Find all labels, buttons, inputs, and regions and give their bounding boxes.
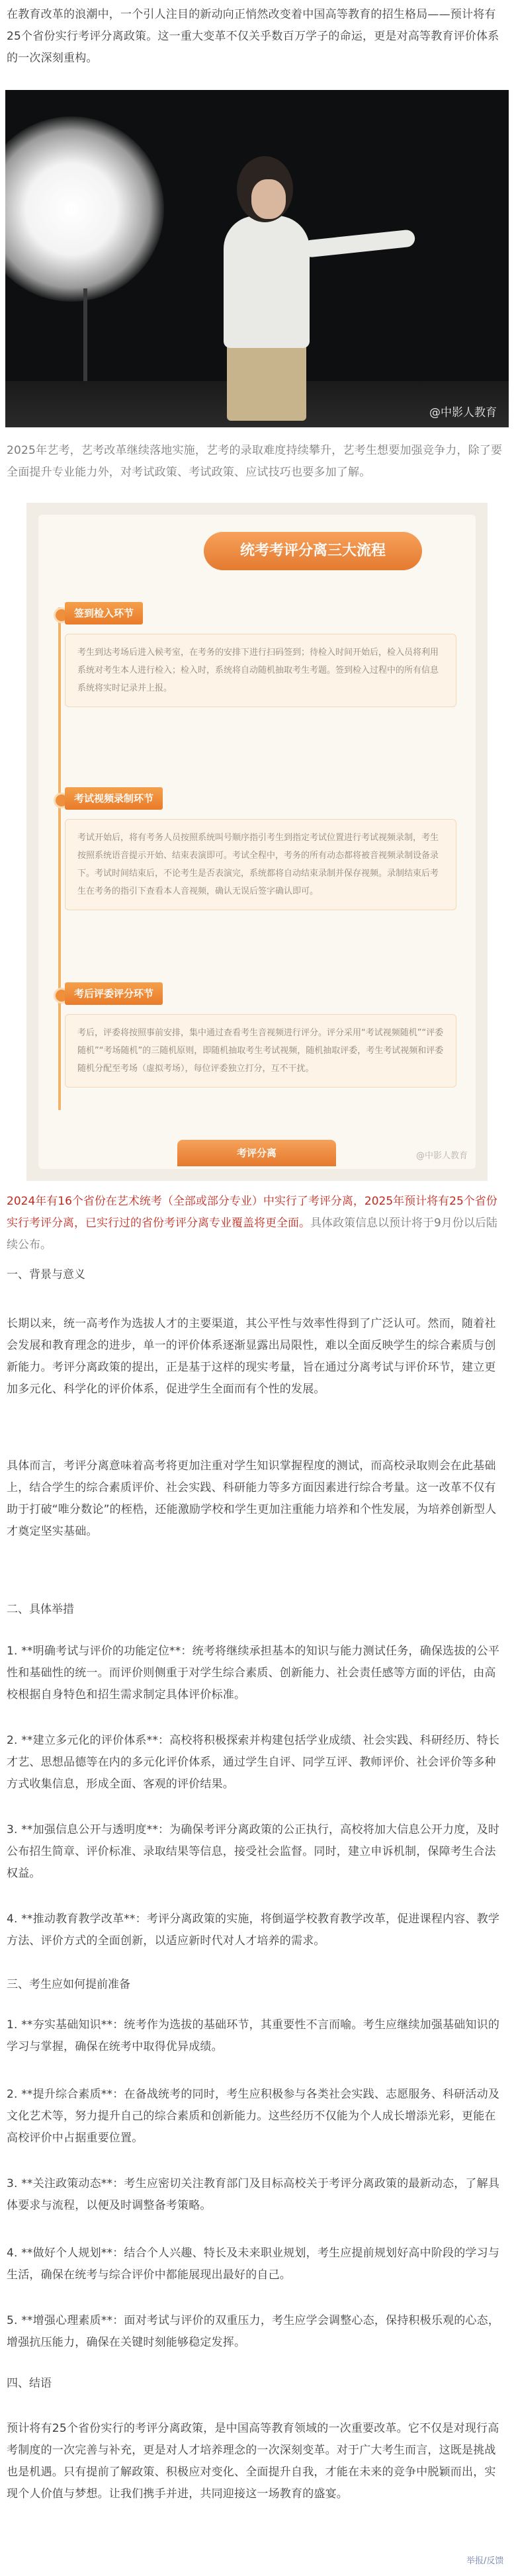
softbox-light (5, 116, 164, 302)
report-feedback-link[interactable]: 举报/反馈 (466, 2556, 504, 2566)
section-text: 考后，评委将按照事前安排，集中通过查看考生音视频进行评分。评分采用“考试视频随机”“评委随机”“考场随机”的三随机原则，即随机抽取考生考试视频，随机抽取评委，考生考试视频和评委随机分配至考场（虚拟考场），每位评委独立打分，互不干扰。 (77, 1028, 444, 1074)
background-paragraph-1: 长期以来，统一高考作为选拔人才的主要渠道，其公平性与效率性得到了广泛认可。然而，随着社会发展和教育理念的进步，单一的评价体系逐渐显露出局限性，难以全面反映学生的综合素质与创新能力。考评分离政策的提出，正是基于这样的现实考量，旨在通过分离考试与评价环节，建立更加多元化、科学化的评价体系，促进学生全面而有个性的发展。 (7, 1317, 496, 1396)
infographic-inner (38, 515, 476, 1169)
prepare-item: 1. **夯实基础知识**：统考作为选拔的基础环节，其重要性不言而喻。考生应继续加强基础知识的学习与掌握，确保在统考中取得优异成绩。 (7, 2018, 500, 2053)
measure-item: 4. **推动教育教学改革**：考评分离政策的实施，将倒逼学校教育教学改革，促进课程内容、教学方法、评价方式的全面创新，以适应新时代对人才培养的需求。 (7, 1912, 500, 1948)
infographic-footer-tab: 考评分离 (177, 1140, 336, 1166)
background-paragraph-2: 具体而言，考评分离意味着高考将更加注重对学生知识掌握程度的测试，而高校录取则会在此基础上，结合学生的综合素质评价、社会实践、科研能力等多方面因素进行综合考量。这一改革不仅有助于打破“唯分数论”的桎梏，还能激励学校和学生更加注重能力培养和个性发展，为培养创新型人才奠定坚实基础。 (7, 1459, 497, 1538)
conclusion-paragraph: 预计将有25个省份实行的考评分离政策，是中国高等教育领域的一次重要改革。它不仅是对现行高考制度的一次完善与补充，更是对人才培养理念的一次深刻变革。对于广大考生而言，这既是挑战也是机遇。只有提前了解政策、积极应对变化、全面提升自我，才能在未来的竞争中脱颖而出，实现个人价值与梦想。让我们携手并进，共同迎接这一场教育的盛宴。 (7, 2422, 499, 2501)
photo-watermark: @中影人教育 (429, 406, 497, 419)
process-infographic (26, 503, 488, 1181)
person-body (224, 216, 310, 348)
summary-note: 具体政策信息以预计将于9月份以后陆续公布。 (7, 1217, 497, 1252)
section-box (65, 819, 456, 910)
section-heading-measures: 二、具体举措 (7, 1603, 74, 1616)
section-heading-conclusion: 四、结语 (7, 2377, 52, 2390)
section-box (65, 1014, 456, 1088)
prepare-item: 5. **增强心理素质**：面对考试与评价的双重压力，考生应学会调整心态，保持积极乐观的心态，增强抗压能力，确保在关键时刻能够稳定发挥。 (7, 2314, 500, 2349)
measure-item: 3. **加强信息公开与透明度**：为确保考评分离政策的公正执行，高校将加大信息公开力度，及时公布招生简章、评价标准、录取结果等信息，接受社会监督。同时，建立申诉机制，保障考生合法权益。 (7, 1823, 500, 1880)
infographic-watermark: @中影人教育 (415, 1151, 468, 1161)
section-box (65, 634, 456, 707)
measure-item: 1. **明确考试与评价的功能定位**：统考将继续承担基本的知识与能力测试任务，确保选拔的公平性和基础性的统一。而评价则侧重于对学生综合素质、创新能力、社会责任感等方面的评估，由高校根据自身特色和招生需求制定具体评价标准。 (7, 1645, 500, 1701)
section-heading-prepare: 三、考生应如何提前准备 (7, 1978, 130, 1991)
timeline-line (58, 607, 61, 1110)
prepare-item: 3. **关注政策动态**：考生应密切关注教育部门及目标高校关于考评分离政策的最新动态，了解具体要求与流程，以便及时调整备考策略。 (7, 2177, 500, 2212)
art-exam-paragraph: 2025年艺考，艺考改革继续落地实施，艺考的录取难度持续攀升，艺考生想要加强竞争力，除了要全面提升专业能力外，对考试政策、考试政策、应试技巧也要多加了解。 (7, 444, 503, 479)
person-arm (302, 229, 416, 258)
section-text: 考试开始后，将有考务人员按照系统叫号顺序指引考生到指定考试位置进行考试视频录制，考生按照系统语音提示开始、结束表演即可。考试全程中，考务的所有动态都将被音视频录制设备录下。考试时间结束后，不论考生是否表演完，系统都将自动结束录制并保存视频。录制结束后考生在考务的指引下查看本人音视频，确认无误后签字确认即可。 (77, 833, 439, 896)
person-face (251, 179, 286, 219)
summary-paragraph (7, 1191, 507, 1256)
person-legs (227, 341, 306, 421)
section-heading-background: 一、背景与意义 (7, 1268, 85, 1281)
section-tag: 考后评委评分环节 (65, 982, 163, 1005)
measure-item: 2. **建立多元化的评价体系**：高校将积极探索并构建包括学业成绩、社会实践、科研经历、特长才艺、思想品德等在内的多元化评价体系，通过学生自评、同学互评、教师评价、社会评价等多种方式收集信息，形成全面、客观的评价结果。 (7, 1734, 500, 1791)
summary-highlight: 2024年有16个省份在艺术统考（全部或部分专业）中实行了考评分离，2025年预计将有25个省份实行考评分离，已实行过的省份考评分离专业覆盖将更全面。 (7, 1195, 497, 1230)
section-text: 考生到达考场后进入候考室，在考务的安排下进行扫码签到；待检入时间开始后，检入员将利用系统对考生本人进行检入；检入时，系统将自动随机抽取考生考题。签到检入过程中的所有信息系统将实时记录并上报。 (77, 648, 439, 693)
section-tag: 考试视频录制环节 (65, 787, 163, 810)
prepare-item: 2. **提升综合素质**：在备战统考的同时，考生应积极参与各类社会实践、志愿服务、科研活动及文化艺术等，努力提升自己的综合素质和创新能力。这些经历不仅能为个人成长增添光彩，更能在高校评价中占据重要位置。 (7, 2088, 500, 2145)
infographic-title: 统考考评分离三大流程 (204, 532, 422, 570)
intro-paragraph: 在教育改革的浪潮中，一个引人注目的新动向正悄然改变着中国高等教育的招生格局——预计将有25个省份实行考评分离政策。这一重大变革不仅关乎数百万学子的命运，更是对高等教育评价体系的一次深刻重构。 (7, 8, 499, 65)
article-photo (5, 90, 509, 427)
section-tag: 签到检入环节 (65, 602, 143, 624)
prepare-item: 4. **做好个人规划**：结合个人兴趣、特长及未来职业规划，考生应提前规划好高中阶段的学习与生活，确保在统考与综合评价中都能展现出最好的自己。 (7, 2247, 500, 2282)
